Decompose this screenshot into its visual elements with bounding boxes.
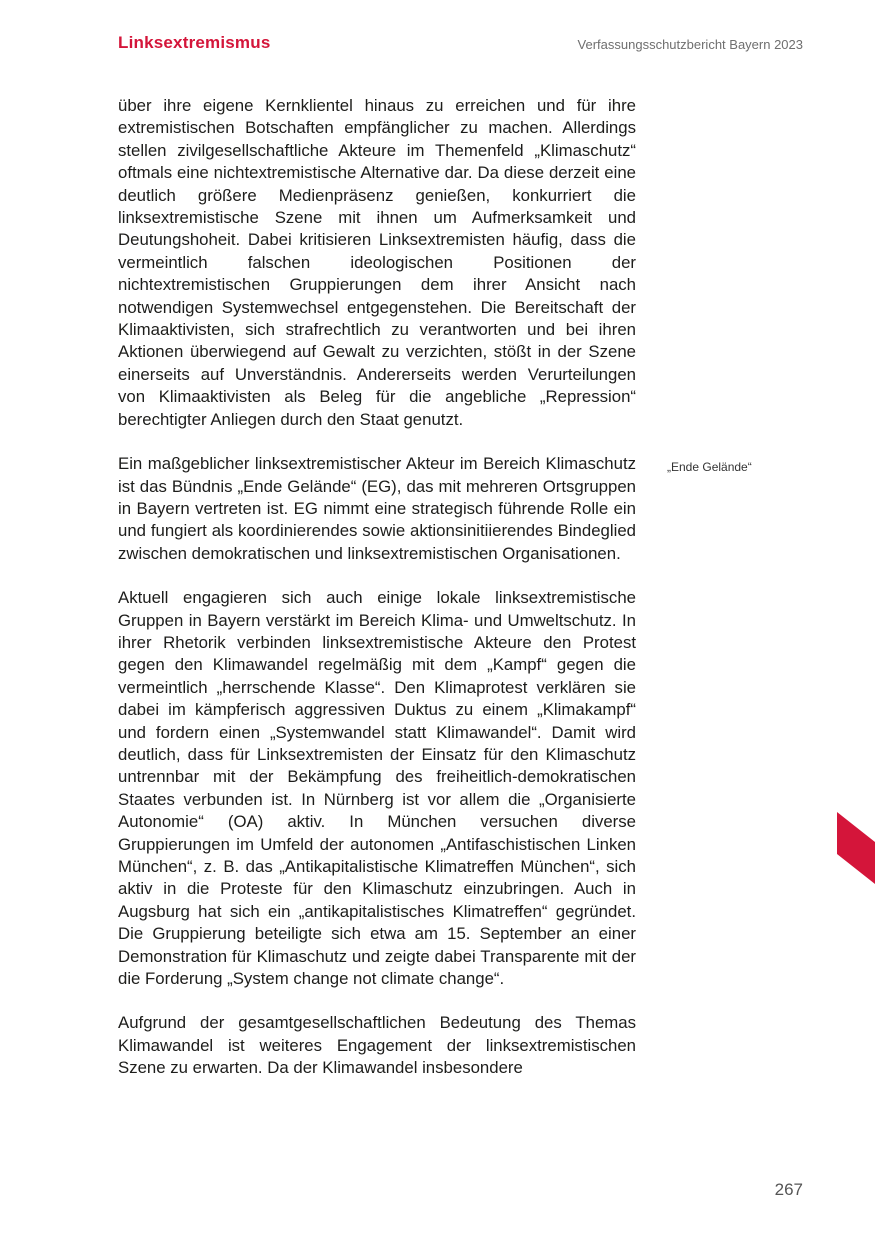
paragraph: Aktuell engagieren sich auch einige lokale linksextremistische Gruppen in Bayern verstärkt im Bereich Klima- und Umweltschutz. In ihrer Rhetorik verbinden linksextremistische Akteure den Protest gegen den Klimawandel regelmäßig mit dem „Kampf“ gegen die vermeintlich „herrschende Klasse“. Den Klimaprotest verklären sie dabei im kämpferisch aggressiven Duktus zu einem „Klimakampf“ und fordern einen „Systemwandel statt Klimawandel“. Damit wird deutlich, dass für Linksextremisten der Einsatz für den Klimaschutz untrennbar mit der Bekämpfung des freiheitlich-demokratischen Staates verbunden ist. In Nürnberg ist vor allem die „Organisierte Autonomie“ (OA) aktiv. In München versuchen diverse Gruppierungen im Umfeld der autonomen „Antifaschistischen Linken München“, z. B. das „Antikapitalistische Klimatreffen München“, sich aktiv in die Proteste für den Klimaschutz einzubringen. Auch in Augsburg hat sich ein „antikapitalistisches Klimatreffen“ gegründet. Die Gruppierung beteiligte sich etwa am 15. September an einer Demonstration für Klimaschutz und zeigte dabei Transparente mit der die Forderung „System change not climate change“.	[118, 588, 636, 989]
paragraph: Ein maßgeblicher linksextremistischer Akteur im Bereich Klimaschutz ist das Bündnis „Ende Gelände“ (EG), das mit mehreren Ortsgruppen in Bayern vertreten ist. EG nimmt eine strategisch führende Rolle ein und fungiert als koordinierendes sowie aktionsinitiierendes Bindeglied zwischen demokratischen und linksextremistischen Organisationen.	[118, 454, 636, 563]
paragraph: über ihre eigene Kernklientel hinaus zu erreichen und für ihre extremistischen Botschaften empfänglicher zu machen. Allerdings stellen zivilgesellschaftliche Akteure im Themenfeld „Klimaschutz“ oftmals eine nichtextremistische Alternative dar. Da diese derzeit eine deutlich größere Medienpräsenz genießen, konkurriert die linksextremistische Szene mit ihnen um Aufmerksamkeit und Deutungshoheit. Dabei kritisieren Linksextremisten häufig, dass die vermeintlich falschen ideologischen Positionen der nichtextremistischen Gruppierungen dem ihrer Ansicht nach notwendigen Systemwechsel entgegenstehen. Die Bereitschaft der Klimaaktivisten, sich strafrechtlich zu verantworten und bei ihren Aktionen überwiegend auf Gewalt zu verzichten, stößt in der Szene einerseits auf Unverständnis. Andererseits werden Verurteilungen von Klimaaktivisten als Beleg für die angebliche „Repression“ berechtigter Anliegen durch den Staat genutzt.	[118, 96, 636, 429]
document-title: Verfassungsschutzbericht Bayern 2023	[577, 37, 803, 52]
margin-note: „Ende Gelände“	[667, 460, 752, 474]
section-title: Linksextremismus	[118, 33, 271, 52]
page-number: 267	[774, 1180, 803, 1199]
paragraph: Aufgrund der gesamtgesellschaftlichen Bedeutung des Themas Klimawandel ist weiteres Engagement der linksextremistischen Szene zu erwarten. Da der Klimawandel insbesondere	[118, 1013, 636, 1078]
body-text	[118, 95, 636, 1102]
chapter-tab-marker	[837, 812, 875, 884]
